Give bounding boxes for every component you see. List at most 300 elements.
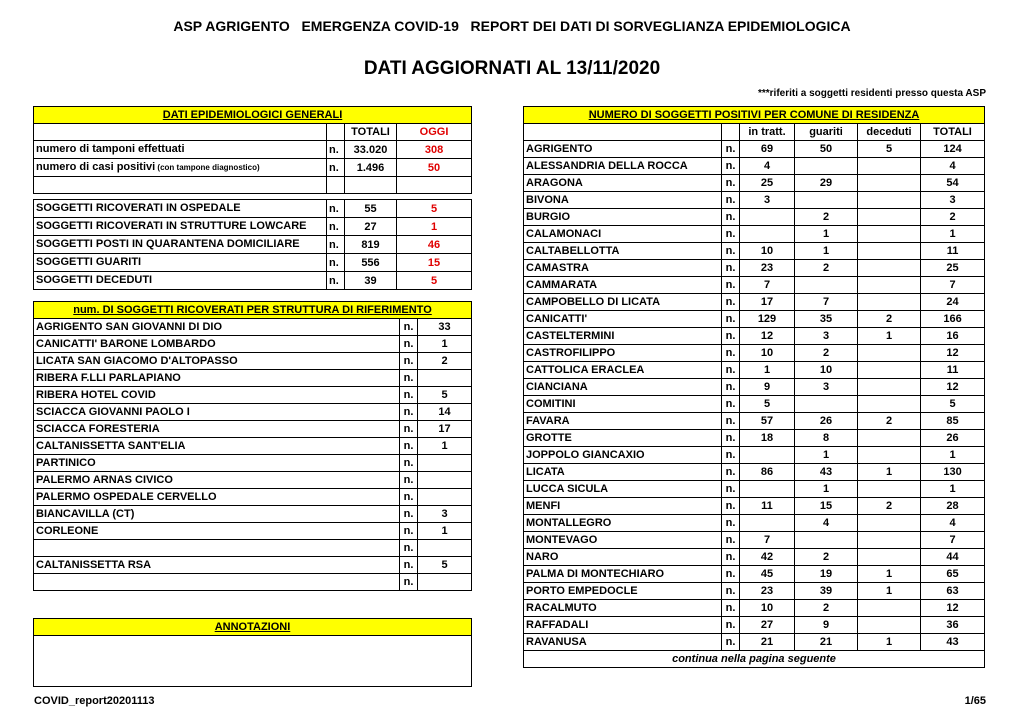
general-row — [34, 236, 472, 254]
municipality-totali: 63 — [921, 583, 985, 600]
municipality-deceduti — [858, 532, 921, 549]
general-row-totali: 556 — [345, 254, 397, 272]
general-row-totali: 27 — [345, 218, 397, 236]
municipality-row — [524, 141, 985, 158]
municipality-deceduti: 1 — [858, 634, 921, 651]
municipality-unit: n. — [722, 345, 740, 362]
structure-unit: n. — [400, 438, 418, 455]
municipality-unit: n. — [722, 549, 740, 566]
municipality-deceduti: 1 — [858, 328, 921, 345]
municipality-guariti: 3 — [795, 328, 858, 345]
municipality-in-tratt: 9 — [740, 379, 795, 396]
municipality-name: MONTEVAGO — [524, 532, 722, 549]
structure-row — [34, 353, 472, 370]
municipalities-title: NUMERO DI SOGGETTI POSITIVI PER COMUNE DI RESIDENZA — [524, 107, 985, 124]
municipality-deceduti: 2 — [858, 413, 921, 430]
structures-table — [33, 301, 472, 591]
municipality-in-tratt: 42 — [740, 549, 795, 566]
municipality-row — [524, 379, 985, 396]
structure-value: 2 — [418, 353, 472, 370]
municipality-unit: n. — [722, 294, 740, 311]
update-date-title: DATI AGGIORNATI AL 13/11/2020 — [363, 58, 661, 79]
general-row-label-text: SOGGETTI RICOVERATI IN STRUTTURE LOWCARE — [36, 220, 307, 232]
municipality-row — [524, 209, 985, 226]
municipality-in-tratt: 23 — [740, 260, 795, 277]
structure-unit: n. — [400, 489, 418, 506]
structure-unit: n. — [400, 370, 418, 387]
municipality-in-tratt: 21 — [740, 634, 795, 651]
municipality-deceduti — [858, 175, 921, 192]
municipality-guariti: 1 — [795, 243, 858, 260]
municipality-row — [524, 430, 985, 447]
general-row — [34, 177, 472, 194]
municipality-deceduti: 1 — [858, 464, 921, 481]
structure-row — [34, 387, 472, 404]
municipality-totali: 4 — [921, 158, 985, 175]
general-row-totali: 39 — [345, 272, 397, 290]
municipality-in-tratt: 11 — [740, 498, 795, 515]
structure-name: AGRIGENTO SAN GIOVANNI DI DIO — [34, 319, 400, 336]
municipality-guariti: 35 — [795, 311, 858, 328]
municipality-row — [524, 345, 985, 362]
structure-name: CALTANISSETTA RSA — [34, 557, 400, 574]
municipality-deceduti: 1 — [858, 583, 921, 600]
municipality-deceduti — [858, 362, 921, 379]
col-oggi: OGGI — [397, 124, 472, 141]
municipality-unit: n. — [722, 175, 740, 192]
structure-value — [418, 574, 472, 591]
municipality-row — [524, 396, 985, 413]
municipality-name: JOPPOLO GIANCAXIO — [524, 447, 722, 464]
municipality-row — [524, 158, 985, 175]
municipality-in-tratt: 12 — [740, 328, 795, 345]
structure-row — [34, 336, 472, 353]
general-row-unit: n. — [327, 236, 345, 254]
municipality-row — [524, 583, 985, 600]
municipality-unit: n. — [722, 226, 740, 243]
structure-value — [418, 455, 472, 472]
municipality-row — [524, 294, 985, 311]
annotations-table — [33, 618, 472, 687]
municipality-unit: n. — [722, 634, 740, 651]
municipality-row — [524, 532, 985, 549]
municipality-deceduti — [858, 226, 921, 243]
municipality-row — [524, 464, 985, 481]
structure-value: 1 — [418, 438, 472, 455]
municipality-guariti — [795, 277, 858, 294]
municipality-deceduti: 2 — [858, 498, 921, 515]
municipality-guariti: 1 — [795, 447, 858, 464]
municipality-totali: 54 — [921, 175, 985, 192]
municipality-deceduti — [858, 447, 921, 464]
general-row-label — [34, 272, 327, 290]
structure-name: RIBERA F.LLI PARLAPIANO — [34, 370, 400, 387]
general-row-unit: n. — [327, 272, 345, 290]
structure-name — [34, 574, 400, 591]
continue-note: continua nella pagina seguente — [524, 651, 985, 668]
municipality-row — [524, 447, 985, 464]
municipality-totali: 2 — [921, 209, 985, 226]
municipality-deceduti — [858, 158, 921, 175]
municipality-unit: n. — [722, 158, 740, 175]
municipality-totali: 25 — [921, 260, 985, 277]
municipality-deceduti — [858, 277, 921, 294]
col-guariti: guariti — [795, 124, 858, 141]
municipality-totali: 1 — [921, 447, 985, 464]
municipality-deceduti — [858, 294, 921, 311]
municipality-in-tratt — [740, 481, 795, 498]
structures-title: num. DI SOGGETTI RICOVERATI PER STRUTTURA DI RIFERIMENTO — [34, 302, 472, 319]
municipality-deceduti — [858, 515, 921, 532]
structure-unit: n. — [400, 387, 418, 404]
municipality-row — [524, 175, 985, 192]
municipality-unit: n. — [722, 447, 740, 464]
general-row-label — [34, 200, 327, 218]
municipality-totali: 26 — [921, 430, 985, 447]
residents-note: ***riferiti a soggetti residenti presso questa ASP — [757, 88, 986, 99]
municipality-row — [524, 600, 985, 617]
municipality-name: MONTALLEGRO — [524, 515, 722, 532]
municipality-in-tratt: 45 — [740, 566, 795, 583]
municipality-in-tratt — [740, 209, 795, 226]
general-row-totali — [345, 177, 397, 194]
municipality-in-tratt: 7 — [740, 532, 795, 549]
municipality-unit: n. — [722, 141, 740, 158]
municipality-name: PORTO EMPEDOCLE — [524, 583, 722, 600]
municipality-in-tratt: 69 — [740, 141, 795, 158]
municipality-row — [524, 549, 985, 566]
municipality-unit: n. — [722, 192, 740, 209]
municipality-deceduti — [858, 260, 921, 277]
municipality-totali: 4 — [921, 515, 985, 532]
municipality-name: CALAMONACI — [524, 226, 722, 243]
municipality-name: BURGIO — [524, 209, 722, 226]
municipality-in-tratt: 129 — [740, 311, 795, 328]
municipality-in-tratt: 1 — [740, 362, 795, 379]
structure-name: CORLEONE — [34, 523, 400, 540]
municipality-unit: n. — [722, 532, 740, 549]
municipality-in-tratt: 10 — [740, 600, 795, 617]
municipality-name: CAMASTRA — [524, 260, 722, 277]
municipality-in-tratt: 57 — [740, 413, 795, 430]
municipality-guariti: 29 — [795, 175, 858, 192]
structure-value: 5 — [418, 557, 472, 574]
structure-name: SCIACCA FORESTERIA — [34, 421, 400, 438]
municipality-deceduti — [858, 379, 921, 396]
municipality-guariti: 39 — [795, 583, 858, 600]
structure-value: 5 — [418, 387, 472, 404]
structure-name: BIANCAVILLA (CT) — [34, 506, 400, 523]
municipality-deceduti — [858, 600, 921, 617]
general-row-totali: 1.496 — [345, 159, 397, 177]
municipality-unit: n. — [722, 413, 740, 430]
municipality-guariti: 43 — [795, 464, 858, 481]
municipality-name: FAVARA — [524, 413, 722, 430]
general-row — [34, 200, 472, 218]
structure-row — [34, 574, 472, 591]
general-row-oggi: 15 — [397, 254, 472, 272]
general-row-label-text: numero di casi positivi — [36, 161, 156, 173]
municipality-guariti — [795, 532, 858, 549]
municipality-unit: n. — [722, 277, 740, 294]
municipality-name: CALTABELLOTTA — [524, 243, 722, 260]
municipality-in-tratt: 25 — [740, 175, 795, 192]
municipality-name: RAVANUSA — [524, 634, 722, 651]
municipality-in-tratt: 7 — [740, 277, 795, 294]
municipality-deceduti — [858, 430, 921, 447]
general-row-label-text: SOGGETTI DECEDUTI — [36, 274, 153, 286]
municipality-name: RAFFADALI — [524, 617, 722, 634]
municipality-totali: 12 — [921, 345, 985, 362]
municipality-name: GROTTE — [524, 430, 722, 447]
structure-value: 17 — [418, 421, 472, 438]
municipality-totali: 43 — [921, 634, 985, 651]
municipality-deceduti — [858, 243, 921, 260]
municipality-name: RACALMUTO — [524, 600, 722, 617]
municipality-guariti: 2 — [795, 260, 858, 277]
structure-unit: n. — [400, 557, 418, 574]
municipality-row — [524, 260, 985, 277]
structure-unit: n. — [400, 353, 418, 370]
municipality-name: PALMA DI MONTECHIARO — [524, 566, 722, 583]
general-row-oggi: 1 — [397, 218, 472, 236]
general-row — [34, 218, 472, 236]
municipality-guariti: 1 — [795, 481, 858, 498]
general-row-totali: 55 — [345, 200, 397, 218]
structure-value: 3 — [418, 506, 472, 523]
municipality-totali: 124 — [921, 141, 985, 158]
general-row-oggi — [397, 177, 472, 194]
general-row-label — [34, 236, 327, 254]
municipality-row — [524, 617, 985, 634]
municipality-unit: n. — [722, 396, 740, 413]
municipality-guariti: 15 — [795, 498, 858, 515]
structure-row — [34, 370, 472, 387]
structure-row — [34, 472, 472, 489]
municipality-guariti: 2 — [795, 345, 858, 362]
municipality-totali: 3 — [921, 192, 985, 209]
municipality-totali: 44 — [921, 549, 985, 566]
structure-unit: n. — [400, 540, 418, 557]
municipality-guariti — [795, 396, 858, 413]
general-row — [34, 272, 472, 290]
municipality-unit: n. — [722, 566, 740, 583]
municipality-guariti: 9 — [795, 617, 858, 634]
general-data-title: DATI EPIDEMIOLOGICI GENERALI — [34, 107, 472, 124]
municipality-unit: n. — [722, 311, 740, 328]
general-row-unit: n. — [327, 218, 345, 236]
municipality-unit: n. — [722, 243, 740, 260]
structure-row — [34, 557, 472, 574]
structure-unit: n. — [400, 336, 418, 353]
municipality-name: AGRIGENTO — [524, 141, 722, 158]
general-row-label-note: (con tampone diagnostico) — [155, 163, 260, 172]
municipality-in-tratt: 5 — [740, 396, 795, 413]
structure-name: CALTANISSETTA SANT'ELIA — [34, 438, 400, 455]
municipality-in-tratt: 86 — [740, 464, 795, 481]
structure-name: CANICATTI' BARONE LOMBARDO — [34, 336, 400, 353]
general-row-label — [34, 254, 327, 272]
general-row-label — [34, 141, 327, 159]
municipality-in-tratt: 27 — [740, 617, 795, 634]
general-row-totali: 33.020 — [345, 141, 397, 159]
structure-unit: n. — [400, 455, 418, 472]
municipality-guariti: 26 — [795, 413, 858, 430]
structure-name: PALERMO ARNAS CIVICO — [34, 472, 400, 489]
structure-row — [34, 523, 472, 540]
general-row-unit — [327, 177, 345, 194]
municipality-name: LICATA — [524, 464, 722, 481]
municipality-row — [524, 243, 985, 260]
municipality-unit: n. — [722, 617, 740, 634]
structure-value — [418, 489, 472, 506]
municipality-totali: 7 — [921, 532, 985, 549]
municipality-unit: n. — [722, 328, 740, 345]
municipality-deceduti: 2 — [858, 311, 921, 328]
general-row-label-text: numero di tamponi effettuati — [36, 143, 185, 155]
col-totali: TOTALI — [345, 124, 397, 141]
municipality-row — [524, 413, 985, 430]
general-row-label-text: SOGGETTI RICOVERATI IN OSPEDALE — [36, 202, 241, 214]
municipality-totali: 130 — [921, 464, 985, 481]
municipality-in-tratt: 3 — [740, 192, 795, 209]
municipality-name: CASTROFILIPPO — [524, 345, 722, 362]
municipality-totali: 1 — [921, 226, 985, 243]
municipality-row — [524, 481, 985, 498]
general-row — [34, 159, 472, 177]
structure-value — [418, 370, 472, 387]
municipality-in-tratt: 18 — [740, 430, 795, 447]
municipality-guariti — [795, 158, 858, 175]
municipality-totali: 24 — [921, 294, 985, 311]
structure-row — [34, 489, 472, 506]
municipality-unit: n. — [722, 209, 740, 226]
municipality-in-tratt: 10 — [740, 243, 795, 260]
structure-unit: n. — [400, 523, 418, 540]
municipality-totali: 65 — [921, 566, 985, 583]
municipality-name: LUCCA SICULA — [524, 481, 722, 498]
annotations-body — [34, 636, 472, 687]
municipality-guariti: 21 — [795, 634, 858, 651]
structure-row — [34, 404, 472, 421]
municipality-unit: n. — [722, 498, 740, 515]
municipality-guariti: 2 — [795, 549, 858, 566]
municipality-deceduti: 5 — [858, 141, 921, 158]
structure-row — [34, 438, 472, 455]
general-row-unit: n. — [327, 254, 345, 272]
general-row-label — [34, 177, 327, 194]
structure-name — [34, 540, 400, 557]
structure-unit: n. — [400, 574, 418, 591]
general-row-label — [34, 159, 327, 177]
municipality-name: CAMMARATA — [524, 277, 722, 294]
general-row — [34, 141, 472, 159]
municipality-name: BIVONA — [524, 192, 722, 209]
structure-value — [418, 472, 472, 489]
structure-unit: n. — [400, 319, 418, 336]
municipality-row — [524, 277, 985, 294]
municipality-name: CAMPOBELLO DI LICATA — [524, 294, 722, 311]
municipality-row — [524, 192, 985, 209]
structure-unit: n. — [400, 404, 418, 421]
municipality-guariti: 7 — [795, 294, 858, 311]
general-row-label — [34, 218, 327, 236]
municipality-name: MENFI — [524, 498, 722, 515]
municipality-in-tratt: 17 — [740, 294, 795, 311]
municipality-totali: 7 — [921, 277, 985, 294]
municipality-in-tratt — [740, 447, 795, 464]
municipality-name: NARO — [524, 549, 722, 566]
structure-value: 33 — [418, 319, 472, 336]
municipality-guariti: 1 — [795, 226, 858, 243]
municipality-deceduti — [858, 617, 921, 634]
municipality-in-tratt — [740, 515, 795, 532]
municipality-unit: n. — [722, 600, 740, 617]
general-row-oggi: 5 — [397, 200, 472, 218]
municipality-guariti — [795, 192, 858, 209]
municipality-row — [524, 515, 985, 532]
structure-row — [34, 421, 472, 438]
municipality-guariti: 2 — [795, 209, 858, 226]
municipality-deceduti — [858, 481, 921, 498]
municipality-totali: 5 — [921, 396, 985, 413]
municipality-guariti: 19 — [795, 566, 858, 583]
municipality-unit: n. — [722, 430, 740, 447]
col-totali-comuni: TOTALI — [921, 124, 985, 141]
general-row — [34, 254, 472, 272]
municipality-deceduti — [858, 549, 921, 566]
municipality-name: ALESSANDRIA DELLA ROCCA — [524, 158, 722, 175]
general-row-unit: n. — [327, 141, 345, 159]
structure-unit: n. — [400, 472, 418, 489]
municipality-guariti: 3 — [795, 379, 858, 396]
municipality-deceduti: 1 — [858, 566, 921, 583]
municipality-name: CANICATTI' — [524, 311, 722, 328]
municipality-guariti: 2 — [795, 600, 858, 617]
general-row-unit: n. — [327, 159, 345, 177]
municipality-deceduti — [858, 396, 921, 413]
municipality-unit: n. — [722, 379, 740, 396]
structure-unit: n. — [400, 421, 418, 438]
structure-name: SCIACCA GIOVANNI PAOLO I — [34, 404, 400, 421]
municipality-unit: n. — [722, 481, 740, 498]
general-data-table — [33, 106, 472, 290]
municipality-row — [524, 226, 985, 243]
municipality-guariti: 8 — [795, 430, 858, 447]
structure-row — [34, 455, 472, 472]
structure-value: 1 — [418, 336, 472, 353]
municipality-totali: 11 — [921, 243, 985, 260]
municipality-name: CASTELTERMINI — [524, 328, 722, 345]
municipality-deceduti — [858, 345, 921, 362]
municipality-in-tratt — [740, 226, 795, 243]
footer-page-number: 1/65 — [964, 695, 986, 707]
structure-value: 1 — [418, 523, 472, 540]
structure-name: PARTINICO — [34, 455, 400, 472]
municipality-unit: n. — [722, 515, 740, 532]
municipality-unit: n. — [722, 583, 740, 600]
municipality-row — [524, 328, 985, 345]
municipalities-table — [523, 106, 985, 668]
municipality-in-tratt: 23 — [740, 583, 795, 600]
municipality-row — [524, 362, 985, 379]
col-deceduti: deceduti — [858, 124, 921, 141]
footer-report-id: COVID_report20201113 — [34, 695, 155, 707]
municipality-row — [524, 634, 985, 651]
structure-row — [34, 540, 472, 557]
structure-name: RIBERA HOTEL COVID — [34, 387, 400, 404]
structure-value: 14 — [418, 404, 472, 421]
